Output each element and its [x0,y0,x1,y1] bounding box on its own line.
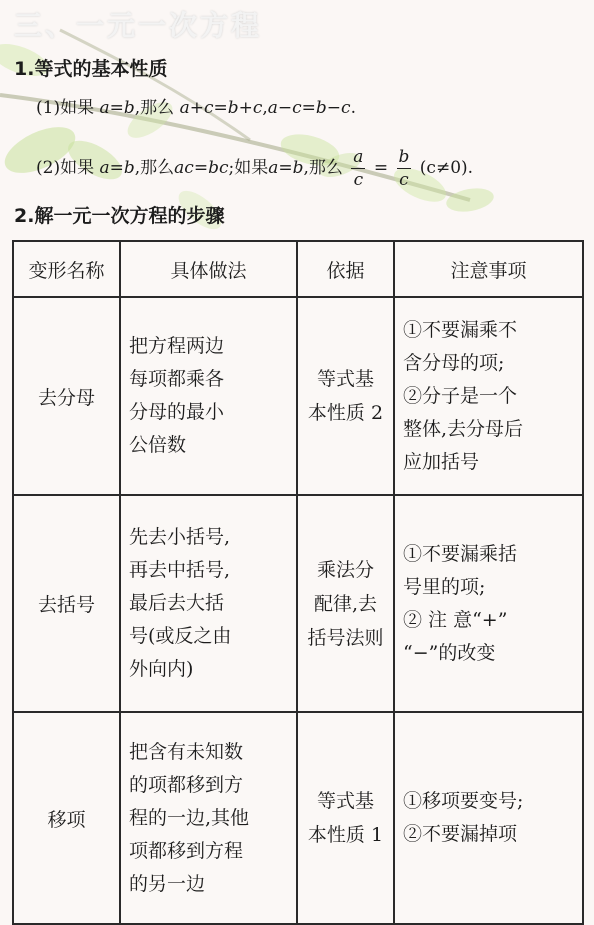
heading-equation-properties: 1.等式的基本性质 [14,58,168,80]
fraction-a-over-c [351,146,365,191]
heading-solving-steps: 2.解一元一次方程的步骤 [14,205,225,227]
step-notes [394,712,583,924]
step-method [120,712,297,924]
step-basis [297,495,394,712]
header-notes: 注意事项 [394,241,583,297]
header-basis: 依据 [297,241,394,297]
method-line: 每项都乘各 [129,368,225,390]
property-2-prefix: (2)如果 [36,158,95,178]
property-1-separator: , [262,98,268,118]
basis-line: 配律,去 [313,592,378,615]
basis-line: 本性质 1 [307,824,384,846]
note-line: ①移项要变号; [403,790,524,812]
note-line: 号里的项; [403,575,486,598]
method-line: 先去小括号, [129,526,231,548]
method-line: 分母的最小 [129,401,225,423]
fraction-2-numerator: b [398,147,410,167]
property-1-middle: ,那么 [134,98,175,118]
header-method: 具体做法 [120,241,297,297]
basis-line: 本性质 2 [307,402,384,424]
step-name: 去括号 [13,495,120,712]
method-line: 再去中括号, [129,559,231,581]
basis-line: 等式基 [316,790,374,812]
note-line: “−”的改变 [403,641,496,664]
note-line: ①不要漏乘不 [403,318,518,341]
property-2 [36,146,473,191]
note-line: ②不要漏掉项 [403,823,518,845]
property-2-condition-note: (c≠0). [419,158,474,178]
property-2-condition-1: a=b [99,158,135,178]
basis-line: 乘法分 [316,558,374,581]
property-1-condition: a=b [99,98,135,118]
note-line: 含分母的项; [403,351,505,374]
step-notes [394,297,583,495]
property-1-result-2: a−c=b−c [267,98,351,118]
method-line: 外向内) [129,658,194,680]
method-line: 号(或反之由 [129,625,232,647]
method-line: 的另一边 [129,872,206,895]
property-1 [36,93,356,118]
property-2-middle-2: ;如果 [228,158,269,178]
step-name: 移项 [13,712,120,924]
note-line: 整体,去分母后 [403,417,524,440]
section-title: 三、一元一次方程 [14,9,263,42]
property-2-result-1: ac=bc [174,158,229,178]
fraction-1-denominator: c [353,170,364,190]
basis-line: 括号法则 [307,626,384,649]
note-line: 应加括号 [403,450,480,473]
method-line: 把方程两边 [129,335,225,357]
table-row [13,297,583,495]
property-1-prefix: (1)如果 [36,98,95,118]
note-line: ②分子是一个 [403,384,518,407]
step-notes [394,495,583,712]
step-name: 去分母 [13,297,120,495]
step-basis [297,297,394,495]
steps-table [12,240,584,925]
property-2-condition-2: a=b [268,158,304,178]
method-line: 最后去大括 [129,592,225,614]
step-method [120,495,297,712]
step-basis [297,712,394,924]
property-2-middle-1: ,那么 [134,158,175,178]
fraction-1-numerator: a [353,147,364,167]
step-method [120,297,297,495]
note-line: ② 注 意“+” [403,608,508,631]
header-transformation: 变形名称 [13,241,120,297]
property-1-end: . [350,98,356,118]
note-line: ①不要漏乘括 [403,542,518,565]
fraction-b-over-c [397,146,412,191]
method-line: 的项都移到方 [129,773,244,796]
table-row [13,495,583,712]
property-2-equals: = [373,158,389,178]
table-row [13,712,583,924]
table-header-row [13,241,583,297]
property-2-middle-3: ,那么 [303,158,343,178]
basis-line: 等式基 [316,368,374,390]
method-line: 公倍数 [129,434,187,456]
method-line: 把含有未知数 [129,740,244,763]
method-line: 程的一边,其他 [129,806,250,829]
method-line: 项都移到方程 [129,839,244,862]
fraction-2-denominator: c [399,170,409,190]
property-1-result-1: a+c=b+c [179,98,263,118]
